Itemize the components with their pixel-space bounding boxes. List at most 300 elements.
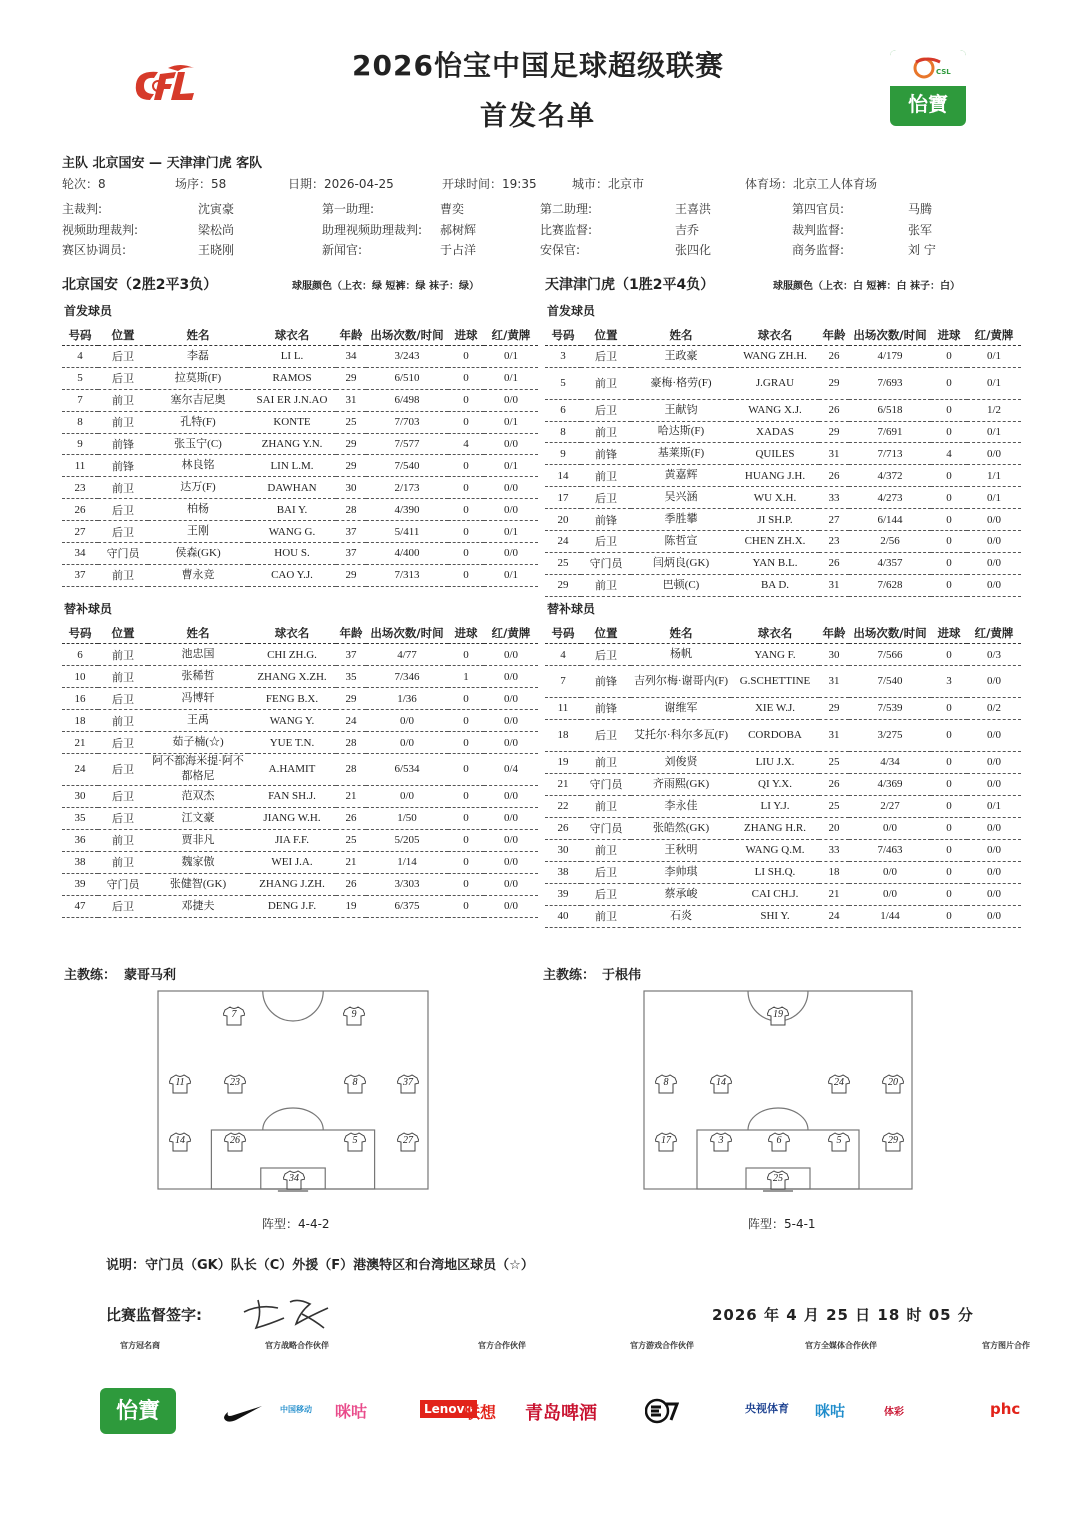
position: 守门员 [98,543,148,565]
table-row [62,851,538,873]
player-jersey-icon [767,1170,789,1190]
official-role: 裁判监督: [792,223,845,237]
age: 28 [336,499,366,521]
header-shirt-number: 号码 [62,324,98,346]
shirt-name: WANG X.J. [731,399,819,421]
shirt-number: 18 [545,719,581,751]
shirt-name: LI SH.Q. [731,861,819,883]
goals: 0 [448,346,484,368]
age: 27 [819,509,849,531]
jersey-number: 7 [231,1009,237,1020]
player-name: 黄嘉辉 [631,465,731,487]
cards: 0/0 [484,785,538,807]
player-name: 林良铭 [148,455,248,477]
cards: 0/0 [484,543,538,565]
shirt-number: 40 [545,905,581,927]
home-starters-table [62,324,538,587]
shirt-number: 5 [545,367,581,399]
table-row [545,751,1021,773]
match-line: 主队 北京国安 — 天津津门虎 客队 [62,156,263,171]
table-row [62,389,538,411]
player-name: 王刚 [148,521,248,543]
age: 29 [819,697,849,719]
nike-swoosh-icon [222,1402,264,1424]
table-row [62,433,538,455]
official-role: 新闻官: [322,243,363,257]
player-name: 刘俊贤 [631,751,731,773]
appearances: 0/0 [849,883,931,905]
shirt-name: XIE W.J. [731,697,819,719]
table-row [62,521,538,543]
player-name: 曹永竞 [148,564,248,586]
cards: 0/0 [967,552,1021,574]
player-jersey-icon [397,1132,419,1152]
header-goals: 进球 [931,622,967,644]
player-name: 闫炳良(GK) [631,552,731,574]
goals: 0 [931,574,967,596]
appearances: 7/693 [849,367,931,399]
official-role: 第一助理: [322,202,375,216]
appearances: 0/0 [849,861,931,883]
shirt-name: ZHANG X.ZH. [248,666,336,688]
cards: 0/0 [484,873,538,895]
table-row [545,666,1021,698]
cards: 0/1 [967,421,1021,443]
player-name: 茹子楠(☆) [148,732,248,754]
goals: 0 [448,644,484,666]
age: 28 [336,754,366,786]
goals: 0 [448,521,484,543]
header-age: 年龄 [336,622,366,644]
cards: 0/0 [484,644,538,666]
goals: 0 [448,754,484,786]
header-player-name: 姓名 [631,324,731,346]
table-row [62,477,538,499]
age: 26 [819,346,849,368]
appearances: 4/77 [366,644,448,666]
appearances: 7/540 [849,666,931,698]
cards: 0/0 [484,433,538,455]
shirt-number: 26 [62,499,98,521]
official-role: 主裁判: [62,202,103,216]
appearances: 3/303 [366,873,448,895]
player-jersey-icon [224,1132,246,1152]
header-cards: 红/黄牌 [484,622,538,644]
goals: 0 [448,688,484,710]
cards: 0/0 [967,905,1021,927]
table-row [545,346,1021,368]
table-row [545,644,1021,666]
player-name: 柏杨 [148,499,248,521]
away-subs-label: 替补球员 [547,602,596,616]
cards: 0/0 [967,861,1021,883]
goals: 0 [448,895,484,917]
age: 25 [336,829,366,851]
goals: 4 [931,443,967,465]
player-name: 李磊 [148,346,248,368]
table-row [62,732,538,754]
header-appearances: 出场次数/时间 [366,324,448,346]
shirt-name: ZHANG J.ZH. [248,873,336,895]
shirt-number: 17 [545,487,581,509]
cards: 0/0 [967,574,1021,596]
official-name: 郝树辉 [440,223,477,237]
jersey-number: 25 [773,1173,783,1184]
goals: 0 [931,644,967,666]
appearances: 5/411 [366,521,448,543]
table-row [545,465,1021,487]
home-coach-label: 主教练： [64,968,117,983]
goals: 0 [448,732,484,754]
goals: 0 [931,530,967,552]
shirt-name: CHI ZH.G. [248,644,336,666]
legend-note: 说明：守门员（GK）队长（C）外援（F）港澳特区和台湾地区球员（☆） [106,1258,534,1273]
shirt-number: 11 [62,455,98,477]
sponsor-lenovo: Lenovo [420,1400,477,1418]
official-role: 商务监督: [792,243,845,257]
header-appearances: 出场次数/时间 [849,622,931,644]
jersey-number: 37 [403,1077,413,1088]
cards: 0/1 [484,346,538,368]
shirt-name: FENG B.X. [248,688,336,710]
goals: 0 [931,719,967,751]
player-jersey-icon [768,1132,790,1152]
position: 前卫 [581,905,631,927]
shirt-name: LI L. [248,346,336,368]
position: 后卫 [98,367,148,389]
player-jersey-icon [882,1132,904,1152]
age: 19 [336,895,366,917]
table-row [62,499,538,521]
shirt-name: WEI J.A. [248,851,336,873]
shirt-name: RAMOS [248,367,336,389]
position: 前锋 [581,509,631,531]
player-name: 杨帆 [631,644,731,666]
table-row [545,421,1021,443]
player-jersey-icon [655,1132,677,1152]
jersey-number: 19 [773,1009,783,1020]
cards: 0/0 [484,807,538,829]
goals: 0 [448,389,484,411]
goals: 0 [931,751,967,773]
shirt-name: WU X.H. [731,487,819,509]
header-position: 位置 [581,324,631,346]
player-name: 张皓然(GK) [631,817,731,839]
cards: 0/0 [967,719,1021,751]
shirt-name: FAN SH.J. [248,785,336,807]
goals: 0 [931,346,967,368]
goals: 0 [448,543,484,565]
shirt-number: 30 [62,785,98,807]
table-row [545,530,1021,552]
shirt-number: 8 [62,411,98,433]
player-name: 艾托尔·科尔多瓦(F) [631,719,731,751]
age: 24 [336,710,366,732]
table-row [545,697,1021,719]
match-date: 日期：2026-04-25 [288,177,394,191]
jersey-number: 11 [175,1077,185,1088]
jersey-number: 20 [888,1077,898,1088]
away-subs-table [545,622,1021,928]
position: 后卫 [581,719,631,751]
table-row [62,807,538,829]
player-name: 王禹 [148,710,248,732]
player-jersey-icon [882,1074,904,1094]
position: 前卫 [581,751,631,773]
position: 后卫 [98,346,148,368]
player-name: 张稀哲 [148,666,248,688]
position: 后卫 [98,807,148,829]
appearances: 1/36 [366,688,448,710]
home-kit-colors: 球服颜色（上衣：绿 短裤：绿 袜子：绿） [292,281,479,292]
player-jersey-icon [343,1006,365,1026]
shirt-name: WANG Y. [248,710,336,732]
shirt-name: YUE T.N. [248,732,336,754]
sponsor-cbest-logo: 怡寶 [100,1388,176,1434]
table-row [62,455,538,477]
shirt-name: XADAS [731,421,819,443]
cards: 0/0 [484,829,538,851]
position: 守门员 [98,873,148,895]
position: 前卫 [98,389,148,411]
goals: 0 [931,552,967,574]
shirt-name: LIN L.M. [248,455,336,477]
jersey-number: 3 [718,1135,724,1146]
away-coach: 于根伟 [602,968,642,983]
player-name: 塞尔吉尼奥 [148,389,248,411]
shirt-number: 27 [62,521,98,543]
shirt-name: CORDOBA [731,719,819,751]
official-name: 于占洋 [440,243,477,257]
goals: 0 [448,873,484,895]
player-jersey-icon [710,1132,732,1152]
header-shirt-name: 球衣名 [731,324,819,346]
appearances: 7/346 [366,666,448,688]
shirt-number: 4 [62,346,98,368]
official-role: 助理视频助理裁判: [322,223,423,237]
table-row [545,487,1021,509]
age: 31 [819,666,849,698]
position: 前锋 [581,666,631,698]
shirt-number: 34 [62,543,98,565]
age: 30 [336,477,366,499]
shirt-name: CAI CH.J. [731,883,819,905]
player-name: 魏家傲 [148,851,248,873]
position: 后卫 [581,883,631,905]
position: 后卫 [581,530,631,552]
header-age: 年龄 [819,324,849,346]
signature-label: 比赛监督签字: [106,1306,202,1324]
position: 守门员 [581,817,631,839]
official-name: 张军 [908,223,933,237]
age: 25 [819,751,849,773]
shirt-name: CHEN ZH.X. [731,530,819,552]
position: 前卫 [581,465,631,487]
player-name: 冯博轩 [148,688,248,710]
table-row [545,509,1021,531]
appearances: 4/372 [849,465,931,487]
appearances: 7/539 [849,697,931,719]
shirt-number: 26 [545,817,581,839]
document-subtitle: 首发名单 [480,101,596,132]
age: 18 [819,861,849,883]
age: 21 [819,883,849,905]
ea-sports-icon [645,1398,679,1424]
official-name: 刘 宁 [908,243,936,257]
shirt-number: 29 [545,574,581,596]
position: 前卫 [98,644,148,666]
sponsor-tsingtao: 青岛啤酒 [525,1403,597,1424]
shirt-name: WANG Q.M. [731,839,819,861]
cards: 0/0 [484,710,538,732]
age: 25 [336,411,366,433]
player-name: 齐雨熙(GK) [631,773,731,795]
cfl-logo [128,62,208,110]
player-name: 王政豪 [631,346,731,368]
cards: 0/0 [967,839,1021,861]
appearances: 6/375 [366,895,448,917]
header-position: 位置 [98,622,148,644]
shirt-number: 16 [62,688,98,710]
shirt-number: 10 [62,666,98,688]
player-name: 石炎 [631,905,731,927]
table-row [62,829,538,851]
appearances: 4/400 [366,543,448,565]
player-name: 池忠国 [148,644,248,666]
age: 26 [336,873,366,895]
sponsor-china-mobile: 中国移动 [280,1405,312,1414]
player-name: 基莱斯(F) [631,443,731,465]
jersey-number: 29 [888,1135,898,1146]
goals: 0 [931,399,967,421]
shirt-name: G.SCHETTINE [731,666,819,698]
header-goals: 进球 [448,324,484,346]
cards: 1/2 [967,399,1021,421]
position: 前卫 [98,851,148,873]
age: 29 [819,367,849,399]
header-goals: 进球 [931,324,967,346]
appearances: 7/628 [849,574,931,596]
age: 33 [819,487,849,509]
home-starters-label: 首发球员 [64,304,113,318]
cards: 0/0 [484,499,538,521]
shirt-number: 11 [545,697,581,719]
table-row [62,895,538,917]
appearances: 7/713 [849,443,931,465]
position: 前卫 [581,367,631,399]
age: 21 [336,851,366,873]
appearances: 4/34 [849,751,931,773]
shirt-name: BAI Y. [248,499,336,521]
match-number: 场序：58 [175,177,227,191]
player-jersey-icon [223,1006,245,1026]
cards: 0/1 [967,487,1021,509]
goals: 0 [448,477,484,499]
player-jersey-icon [224,1074,246,1094]
player-jersey-icon [169,1132,191,1152]
position: 后卫 [581,487,631,509]
appearances: 4/369 [849,773,931,795]
age: 26 [819,465,849,487]
age: 24 [819,905,849,927]
position: 前锋 [98,455,148,477]
goals: 0 [931,509,967,531]
player-name: 侯森(GK) [148,543,248,565]
player-jersey-icon [767,1006,789,1026]
shirt-number: 38 [62,851,98,873]
shirt-name: DAWHAN [248,477,336,499]
player-name: 张玉宁(C) [148,433,248,455]
goals: 0 [448,785,484,807]
official-name: 曹奕 [440,202,465,216]
appearances: 0/0 [366,785,448,807]
official-role: 视频助理裁判: [62,223,139,237]
goals: 0 [931,883,967,905]
header-shirt-number: 号码 [545,622,581,644]
appearances: 5/205 [366,829,448,851]
shirt-number: 24 [62,754,98,786]
shirt-number: 47 [62,895,98,917]
player-jersey-icon [828,1074,850,1094]
cards: 0/2 [967,697,1021,719]
cards: 0/0 [967,666,1021,698]
position: 后卫 [98,895,148,917]
cards: 0/0 [484,732,538,754]
csl-logo [890,50,966,126]
shirt-number: 8 [545,421,581,443]
kickoff-time: 开球时间：19:35 [442,177,537,191]
player-name: 哈达斯(F) [631,421,731,443]
partner-title-naming: 官方冠名商 [120,1341,160,1350]
appearances: 2/56 [849,530,931,552]
age: 25 [819,795,849,817]
appearances: 4/273 [849,487,931,509]
appearances: 4/179 [849,346,931,368]
goals: 0 [931,773,967,795]
goals: 0 [931,817,967,839]
official-role: 比赛监督: [540,223,593,237]
shirt-number: 6 [545,399,581,421]
shirt-name: A.HAMIT [248,754,336,786]
appearances: 1/14 [366,851,448,873]
shirt-number: 30 [545,839,581,861]
goals: 0 [931,421,967,443]
goals: 0 [448,564,484,586]
header-age: 年龄 [819,622,849,644]
header-goals: 进球 [448,622,484,644]
age: 37 [336,644,366,666]
appearances: 6/144 [849,509,931,531]
shirt-number: 19 [545,751,581,773]
official-name: 张四化 [675,243,712,257]
player-jersey-icon [655,1074,677,1094]
signature-image [240,1294,340,1334]
shirt-number: 37 [62,564,98,586]
partner-title-game: 官方游戏合作伙伴 [630,1341,694,1350]
jersey-number: 14 [175,1135,185,1146]
home-subs-label: 替补球员 [64,602,113,616]
player-name: 李永佳 [631,795,731,817]
shirt-name: WANG ZH.H. [731,346,819,368]
header-cards: 红/黄牌 [967,324,1021,346]
position: 前卫 [98,411,148,433]
official-name: 王喜洪 [675,202,712,216]
cards: 0/0 [484,688,538,710]
header-shirt-name: 球衣名 [731,622,819,644]
age: 37 [336,521,366,543]
jersey-number: 24 [834,1077,844,1088]
official-name: 沈寅豪 [198,202,235,216]
